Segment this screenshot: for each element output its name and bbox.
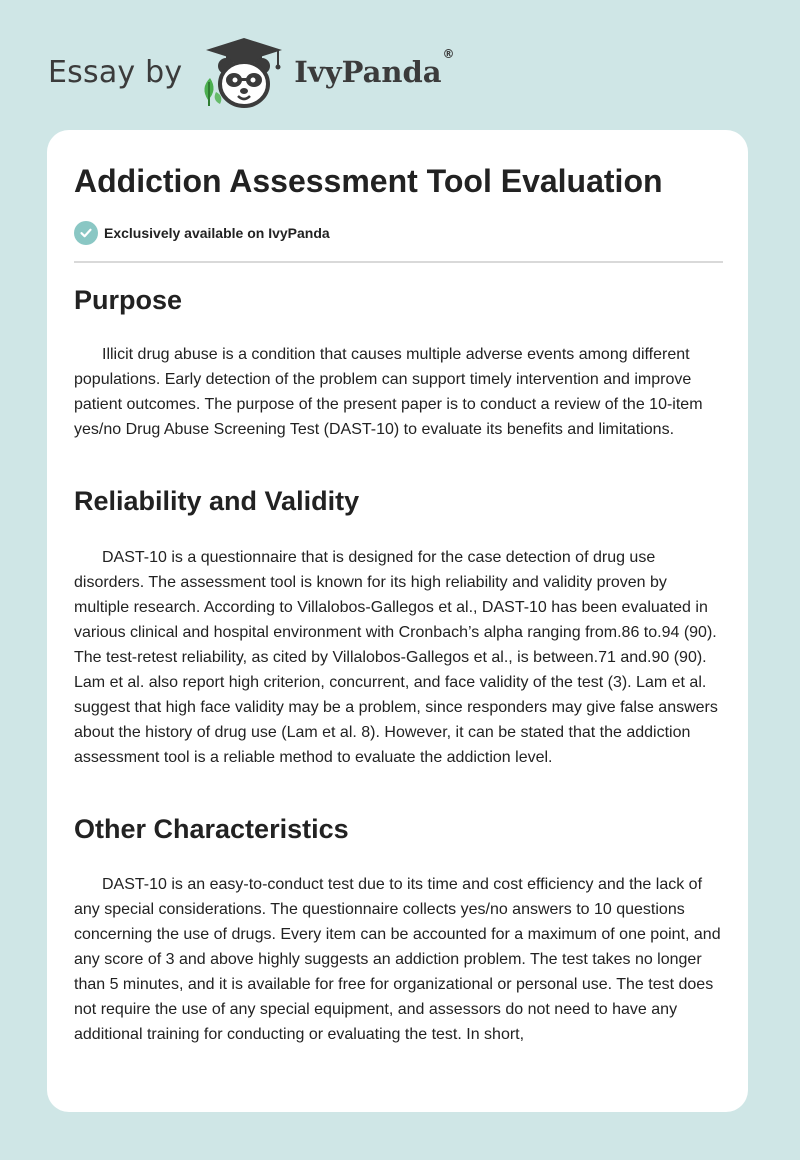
section-heading-other-characteristics: Other Characteristics	[74, 814, 349, 844]
section-heading-reliability: Reliability and Validity	[74, 486, 360, 516]
exclusive-badge	[74, 221, 330, 245]
panda-graduate-logo-icon	[196, 34, 292, 110]
brand-prefix: Essay by	[48, 54, 183, 90]
section-paragraph-reliability: DAST-10 is a questionnaire that is designed for the case detection of drug use disorders. The assessment tool is known for its high reliability and validity proven by multiple research. According to Villalobos-Gallegos et al., DAST-10 has been evaluated in various clinical and hospital environment with Cronbach’s alpha ranging from.86 to.94 (90). The test-retest reliability, as cited by Villalobos-Gallegos et al., is between.71 and.90 (90). Lam et al. also report high criterion, concurrent, and face validity of the test (3). Lam et al. suggest that high face validity may be a problem, since responders may give false answers about the history of drug use (Lam et al. 8). However, it can be stated that the addiction assessment tool is a reliable method to evaluate the addiction level.	[74, 549, 718, 766]
brand-name	[294, 47, 455, 89]
title-divider	[74, 261, 723, 263]
section-paragraph-purpose: Illicit drug abuse is a condition that causes multiple adverse events among different populations. Early detection of the problem can support timely intervention and improve patient outcomes. The purpose of the present paper is to conduct a review of the 10-item yes/no Drug Abuse Screening Test (DAST-10) to evaluate its benefits and limitations.	[74, 346, 703, 438]
check-circle-icon	[74, 221, 98, 245]
exclusive-badge-text: Exclusively available on IvyPanda	[104, 225, 330, 241]
page-title: Addiction Assessment Tool Evaluation	[74, 163, 663, 199]
section-heading-purpose: Purpose	[74, 285, 183, 315]
registered-mark: ®	[442, 47, 455, 61]
brand-name-text: IvyPanda	[294, 55, 442, 89]
brand-header[interactable]	[48, 34, 455, 110]
article-card	[47, 130, 748, 1112]
section-paragraph-other-characteristics: DAST-10 is an easy-to-conduct test due to its time and cost efficiency and the lack of any special considerations. The questionnaire collects yes/no answers to 10 questions concerning the use of drugs. Every item can be accounted for a maximum of one point, and any score of 3 and above highly suggests an addiction problem. The test takes no longer than 5 minutes, and it is available for free for organizational or personal use. The test does not require the use of any special equipment, and assessors do not need to have any additional training for conducting or evaluating the test. In short,	[74, 876, 721, 1043]
